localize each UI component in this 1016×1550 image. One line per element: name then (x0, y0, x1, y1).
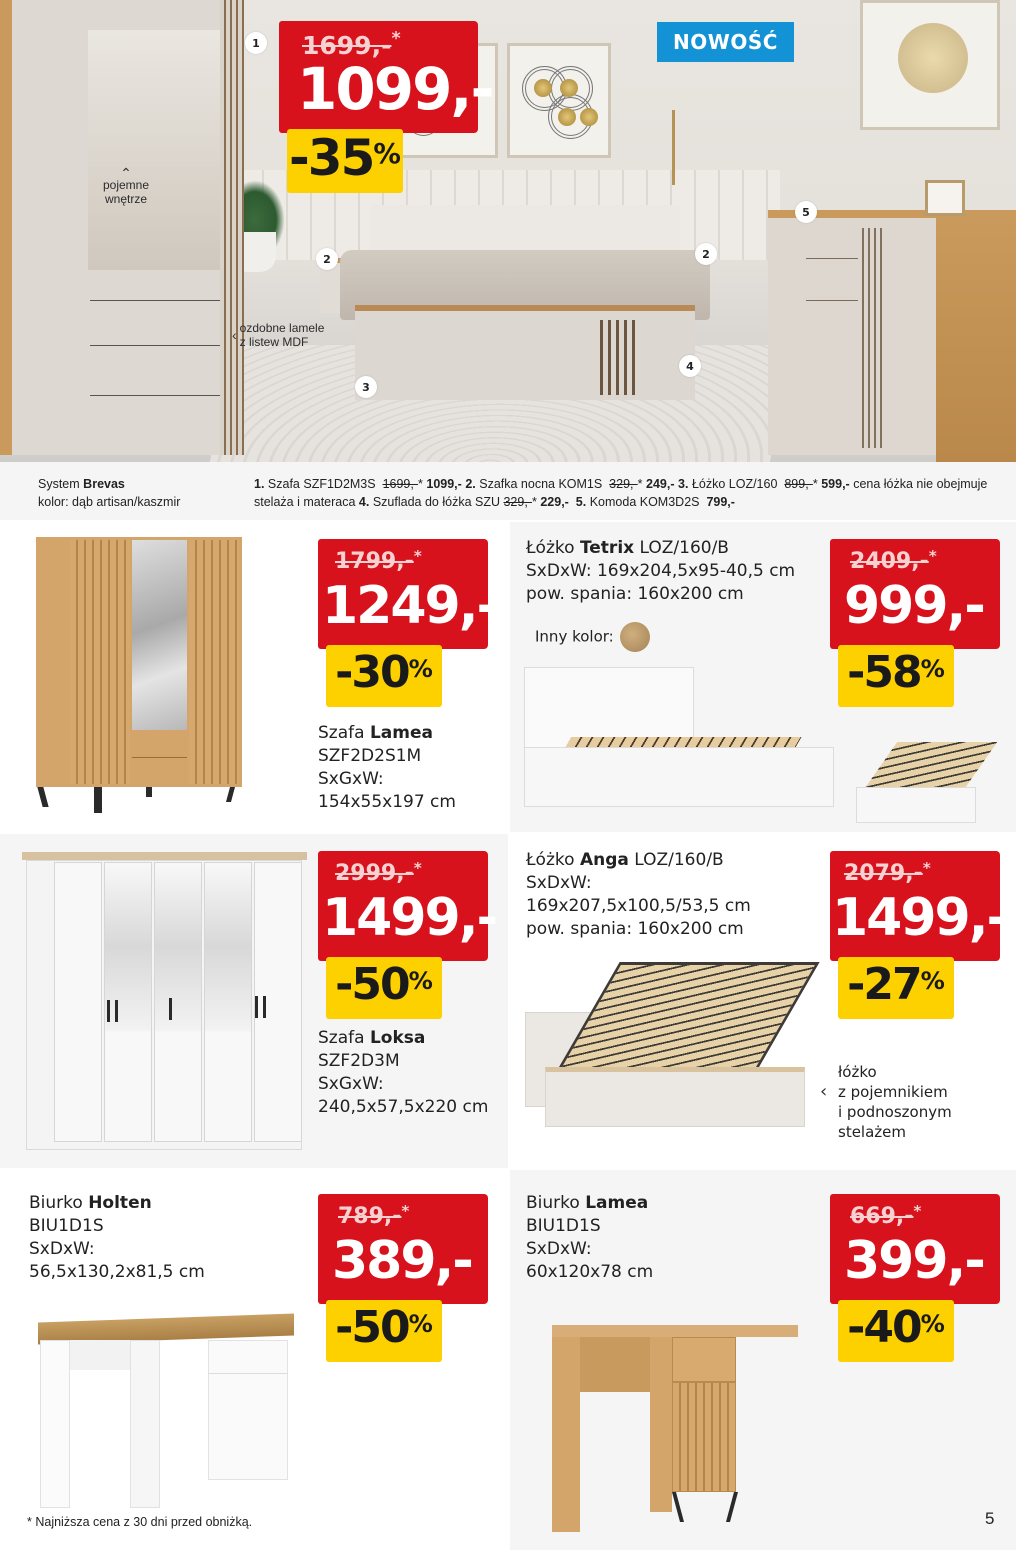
old-price: 2999,- (335, 861, 414, 886)
product-cell-lozko-anga: Łóżko Anga LOZ/160/B SxDxW: 169x207,5x100,5/53,5 cm pow. spania: 160x200 cm ‹ łóżko z pojemnikiem i podnoszonym stelażem 2079,-* 1499,- -27 % (510, 834, 1016, 1168)
bed-anga-image (525, 962, 810, 1127)
product-info-biurko-lamea: Biurko Lamea BIU1D1S SxDxW: 60x120x78 cm (526, 1193, 654, 1282)
system-info: System Brevas kolor: dąb artisan/kaszmir (38, 477, 181, 509)
product-info-biurko-holten: Biurko Holten BIU1D1S SxDxW: 56,5x130,2x81,5 cm (29, 1193, 205, 1282)
wardrobe (0, 0, 240, 455)
wardrobe-loksa-image (22, 852, 307, 1157)
desk-lamea-image (552, 1325, 802, 1540)
new-price: 1499,- (322, 888, 497, 948)
product-info-szafa-loksa: Szafa Loksa SZF2D3M SxGxW: 240,5x57,5x220 cm (318, 1028, 489, 1117)
product-cell-lozko-tetrix: Łóżko Tetrix LOZ/160/B SxDxW: 169x204,5x95-40,5 cm pow. spania: 160x200 cm Inny kolor: 2409,-* 999,- -58 % (510, 522, 1016, 832)
wall-art-right (860, 0, 1000, 130)
old-price: 1699,- (302, 31, 392, 60)
product-info-lozko-anga: Łóżko Anga LOZ/160/B SxDxW: 169x207,5x100,5/53,5 cm pow. spania: 160x200 cm (526, 850, 751, 939)
old-price: 789,- (338, 1204, 402, 1229)
marker-2-right: 2 (695, 243, 717, 265)
note-interior: ⌃ pojemne wnętrze (100, 168, 152, 206)
wardrobe-lamele (220, 0, 244, 455)
chevron-left-icon: ‹ (232, 327, 237, 343)
new-price: 1249,- (322, 576, 497, 636)
discount-badge: -50 % (326, 957, 442, 1019)
product-cell-biurko-lamea: Biurko Lamea BIU1D1S SxDxW: 60x120x78 cm 669,-* 399,- -40 % (510, 1170, 1016, 1550)
discount-badge: -35 % (287, 129, 403, 193)
discount-badge: -30 % (326, 645, 442, 707)
new-price: 399,- (844, 1231, 984, 1291)
hero-image: 1 2 3 2 4 5 ⌃ pojemne wnętrze ‹ ozdobne lamele z listew MDF NOWOŚĆ 1699,-* 1099,- -35 % (0, 0, 1016, 462)
bed-tetrix-open-image (856, 742, 976, 827)
feature-note-anga: ‹ łóżko z pojemnikiem i podnoszonym stelażem (820, 1063, 952, 1141)
product-cell-szafa-loksa: 2999,-* 1499,- -50 % Szafa Loksa SZF2D3M SxGxW: 240,5x57,5x220 cm (0, 834, 508, 1168)
new-price: 1099,- (297, 55, 493, 123)
discount-badge: -50 % (326, 1300, 442, 1362)
new-price: 389,- (332, 1231, 472, 1291)
product-info-szafa-lamea: Szafa Lamea SZF2D2S1M SxGxW: 154x55x197 cm (318, 723, 456, 812)
old-price: 2079,- (844, 861, 923, 886)
product-cell-szafa-lamea: 1799,-* 1249,- -30 % Szafa Lamea SZF2D2S1M SxGxW: 154x55x197 cm (0, 522, 508, 832)
wall-lamp (672, 110, 675, 185)
desk-holten-image (38, 1318, 298, 1508)
chevron-up-icon: ⌃ (120, 165, 132, 181)
old-price: 669,- (850, 1204, 914, 1229)
marker-5: 5 (795, 201, 817, 223)
note-lamele: ‹ ozdobne lamele z listew MDF (232, 321, 325, 349)
new-badge: NOWOŚĆ (657, 22, 794, 62)
marker-2-left: 2 (316, 248, 338, 270)
product-info-lozko-tetrix: Łóżko Tetrix LOZ/160/B SxDxW: 169x204,5x95-40,5 cm pow. spania: 160x200 cm (526, 538, 796, 604)
page-number: 5 (985, 1509, 995, 1528)
marker-1: 1 (245, 32, 267, 54)
photo-frames (925, 180, 965, 216)
chevron-left-icon: ‹ (820, 1081, 828, 1102)
dresser (768, 210, 1016, 455)
discount-badge: -27 % (838, 957, 954, 1019)
color-swatch-oak[interactable] (620, 622, 650, 652)
price-footnote: * Najniższa cena z 30 dni przed obniżką. (27, 1515, 253, 1529)
new-price: 1499,- (832, 888, 1007, 948)
bed (340, 250, 710, 400)
old-price: 1799,- (335, 549, 414, 574)
new-price: 999,- (844, 576, 984, 636)
hero-caption (0, 462, 1016, 520)
discount-badge: -58 % (838, 645, 954, 707)
marker-4: 4 (679, 355, 701, 377)
other-color-option: Inny kolor: (535, 622, 650, 652)
discount-badge: -40 % (838, 1300, 954, 1362)
product-cell-biurko-holten: Biurko Holten BIU1D1S SxDxW: 56,5x130,2x81,5 cm 789,-* 389,- -50 % (0, 1170, 508, 1550)
marker-3: 3 (355, 376, 377, 398)
wall-art-center-right (507, 43, 611, 158)
wardrobe-lamea-image (36, 537, 242, 797)
old-price: 2409,- (850, 549, 929, 574)
bed-tetrix-image (524, 667, 844, 817)
system-items-list: 1. Szafa SZF1D2M3S 1699,-* 1099,- 2. Szafka nocna KOM1S 329,-* 249,- 3. Łóżko LOZ/160 899,-* 599,- cena łóżka nie obejmuje stelaża i materaca 4. Szuflada do łóżka SZU 329,-* 229,- 5. Komoda KOM3D2S 799,- (254, 477, 988, 509)
